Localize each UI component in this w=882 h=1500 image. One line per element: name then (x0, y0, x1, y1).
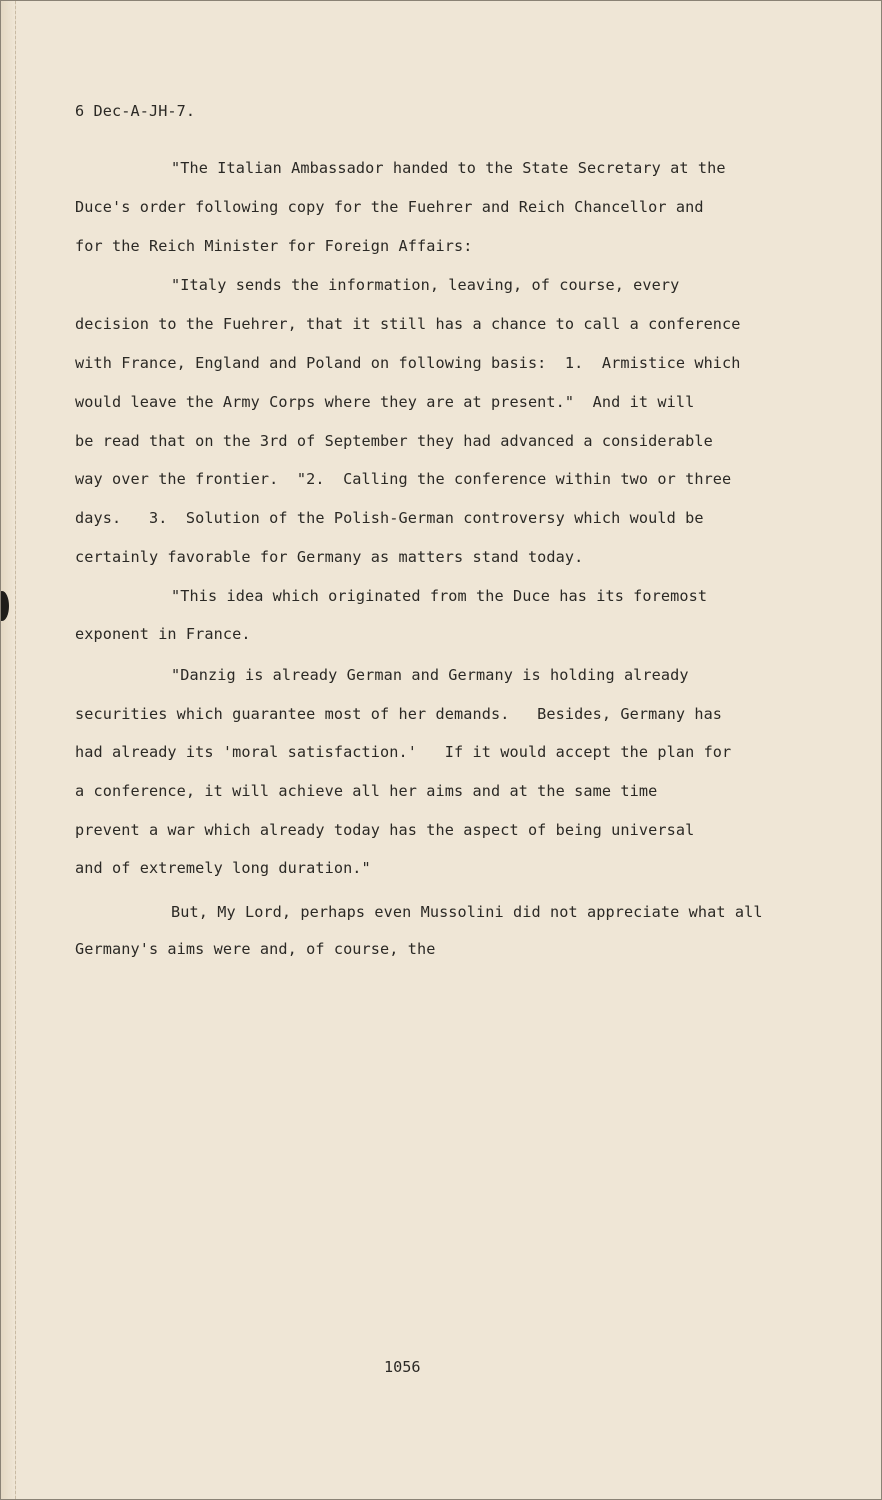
paragraph-line: prevent a war which already today has the aspect of being universal (75, 821, 695, 839)
paragraph-line: had already its 'moral satisfaction.' If it would accept the plan for (75, 743, 732, 761)
paragraph-line: would leave the Army Corps where they are at present." And it will (75, 393, 695, 411)
paragraph-line: Germany's aims were and, of course, the (75, 940, 436, 958)
paragraph-line: But, My Lord, perhaps even Mussolini did not appreciate what all (171, 903, 763, 921)
paragraph-line: "This idea which originated from the Duce has its foremost (171, 587, 708, 605)
page-left-edge (1, 1, 16, 1499)
paragraph-line: Duce's order following copy for the Fuehrer and Reich Chancellor and (75, 198, 704, 216)
paragraph-line: "Italy sends the information, leaving, of course, every (171, 276, 680, 294)
page-number: 1056 (384, 1358, 421, 1376)
paragraph-line: way over the frontier. "2. Calling the conference within two or three (75, 470, 732, 488)
paragraph-line: exponent in France. (75, 625, 251, 643)
paragraph-line: "Danzig is already German and Germany is holding already (171, 666, 689, 684)
paragraph-line: be read that on the 3rd of September they had advanced a considerable (75, 432, 713, 450)
paragraph-line: days. 3. Solution of the Polish-German controversy which would be (75, 509, 704, 527)
paragraph-line: "The Italian Ambassador handed to the State Secretary at the (171, 159, 726, 177)
document-reference: 6 Dec-A-JH-7. (75, 102, 196, 120)
paragraph-line: certainly favorable for Germany as matters stand today. (75, 548, 584, 566)
paragraph-line: with France, England and Poland on following basis: 1. Armistice which (75, 354, 741, 372)
paragraph-line: decision to the Fuehrer, that it still has a chance to call a conference (75, 315, 741, 333)
paragraph-line: securities which guarantee most of her demands. Besides, Germany has (75, 705, 723, 723)
paragraph-line: and of extremely long duration." (75, 859, 371, 877)
paragraph-line: a conference, it will achieve all her aims and at the same time (75, 782, 658, 800)
paragraph-line: for the Reich Minister for Foreign Affairs: (75, 237, 473, 255)
